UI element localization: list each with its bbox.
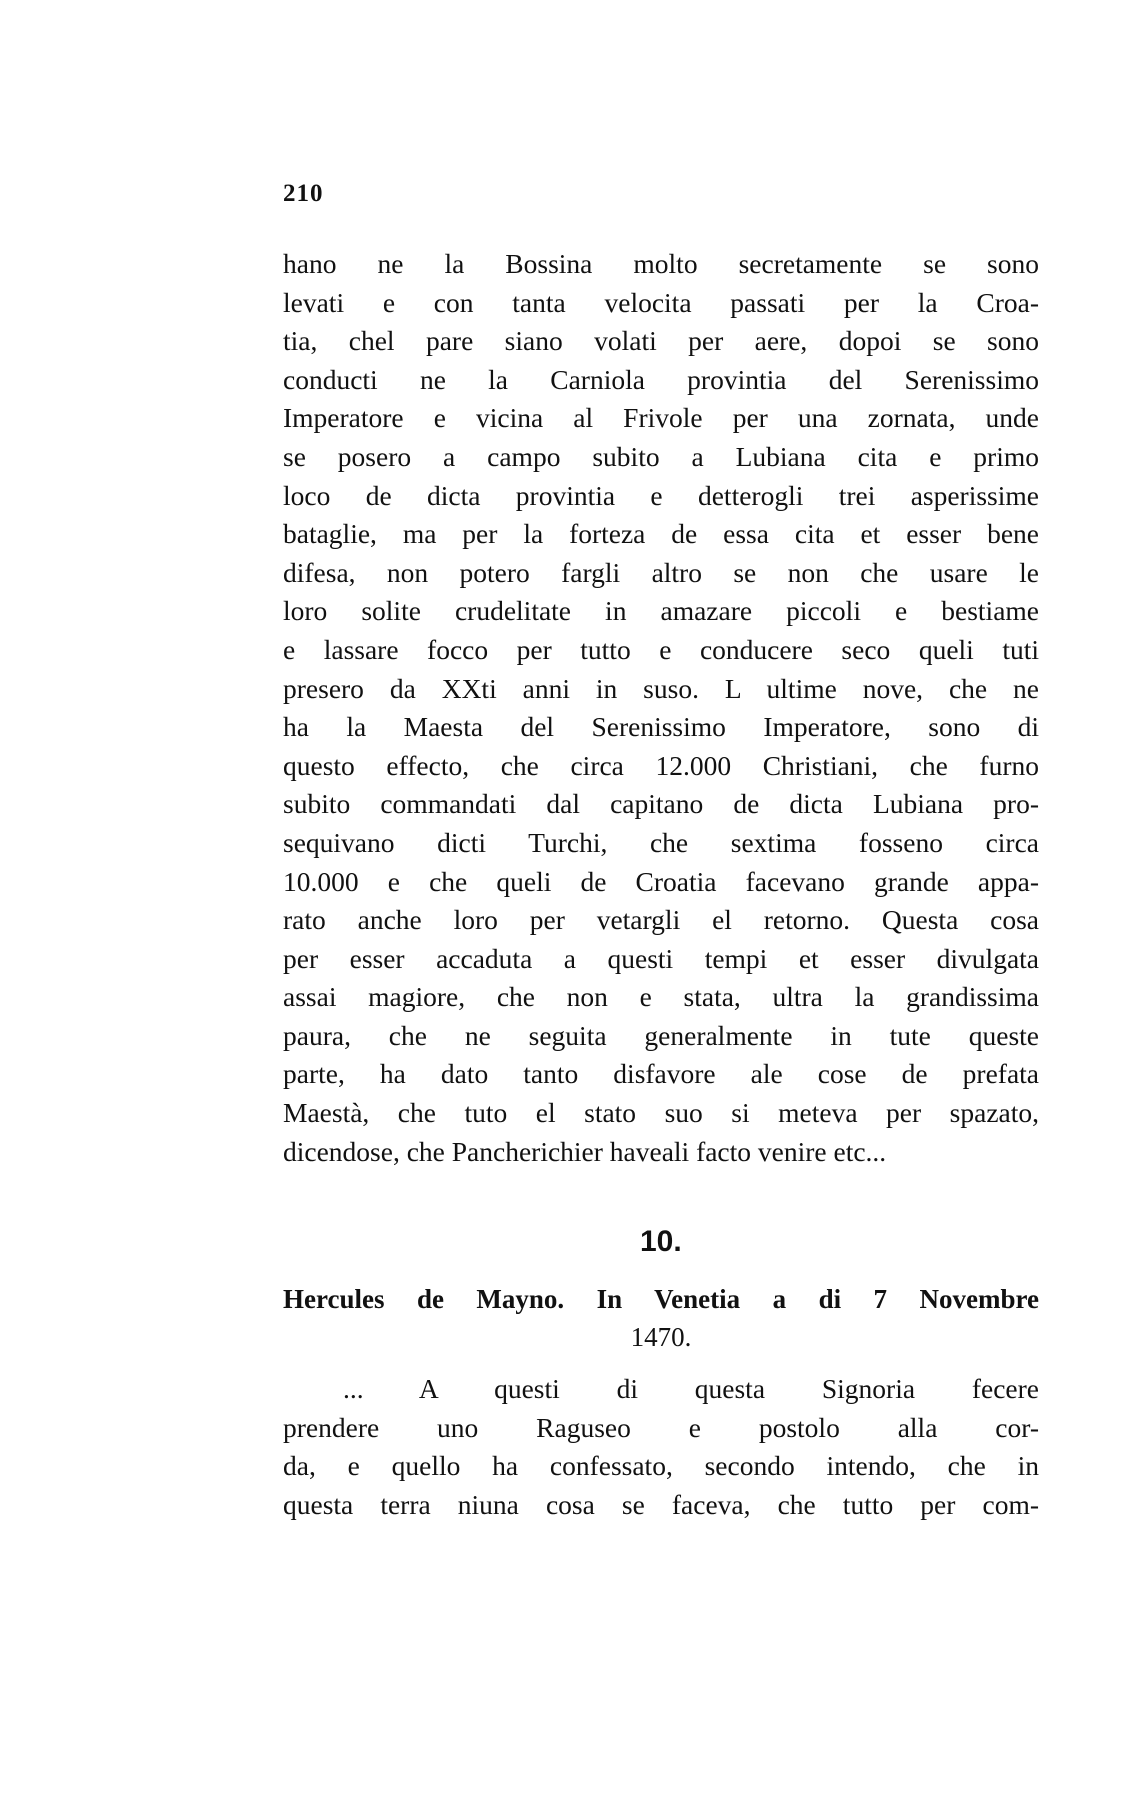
text-line: presero da XXti anni in suso. L ultime nove, che ne	[283, 672, 1039, 704]
text-line: paura, che ne seguita generalmente in tute queste	[283, 1019, 1039, 1051]
text-line: dicendose, che Pancherichier haveali facto venire etc...	[283, 1135, 887, 1167]
text-line: loro solite crudelitate in amazare piccoli e bestiame	[283, 595, 1039, 627]
text-line: subito commandati dal capitano de dicta Lubiana pro-	[283, 788, 1039, 820]
text-line: prendere uno Raguseo e postolo alla cor-	[283, 1411, 1039, 1443]
text-line: questo effecto, che circa 12.000 Christiani, che furno	[283, 749, 1039, 781]
text-line: hano ne la Bossina molto secretamente se sono	[283, 248, 1039, 279]
text-line: loco de dicta provintia e detterogli trei asperissime	[283, 479, 1039, 511]
heading-year: 1470.	[630, 1322, 692, 1352]
letter-heading	[283, 1280, 1039, 1356]
text-line: Imperatore e vicina al Frivole per una zornata, unde	[283, 402, 1039, 434]
text-line: per esser accaduta a questi tempi et esser divulgata	[283, 942, 1039, 974]
text-line: difesa, non potero fargli altro se non che usare le	[283, 556, 1039, 588]
text-line: se posero a campo subito a Lubiana cita e primo	[283, 440, 1039, 472]
page-number: 210	[283, 180, 324, 207]
text-line: assai magiore, che non e stata, ultra la grandissima	[283, 981, 1039, 1013]
text-line: sequivano dicti Turchi, che sextima fosseno circa	[283, 826, 1039, 858]
text-line: 10.000 e che queli de Croatia facevano grande appa-	[283, 865, 1039, 897]
text-line: bataglie, ma per la forteza de essa cita et esser bene	[283, 518, 1039, 550]
text-line: conducti ne la Carniola provintia del Serenissimo	[283, 363, 1039, 395]
text-line: rato anche loro per vetargli el retorno. Questa cosa	[283, 904, 1039, 936]
paragraph-1	[283, 245, 1039, 1171]
text-line: da, e quello ha confessato, secondo intendo, che in	[283, 1450, 1039, 1482]
text-line: levati e con tanta velocita passati per la Croa-	[283, 286, 1039, 318]
text-line: Maestà, che tuto el stato suo si meteva per spazato,	[283, 1097, 1039, 1129]
text-line: ... A questi di questa Signoria fecere	[343, 1373, 1039, 1404]
text-line: parte, ha dato tanto disfavore ale cose de prefata	[283, 1058, 1039, 1090]
text-line: e lassare focco per tutto e conducere seco queli tuti	[283, 633, 1039, 665]
paragraph-2	[283, 1370, 1039, 1524]
text-line: questa terra niuna cosa se faceva, che tutto per com-	[283, 1488, 1039, 1520]
section-number: 10.	[640, 1225, 682, 1258]
text-line: tia, chel pare siano volati per aere, dopoi se sono	[283, 325, 1039, 357]
heading-line: Hercules de Mayno. In Venetia a di 7 Novembre	[283, 1284, 1039, 1314]
text-line: ha la Maesta del Serenissimo Imperatore, sono di	[283, 711, 1039, 743]
